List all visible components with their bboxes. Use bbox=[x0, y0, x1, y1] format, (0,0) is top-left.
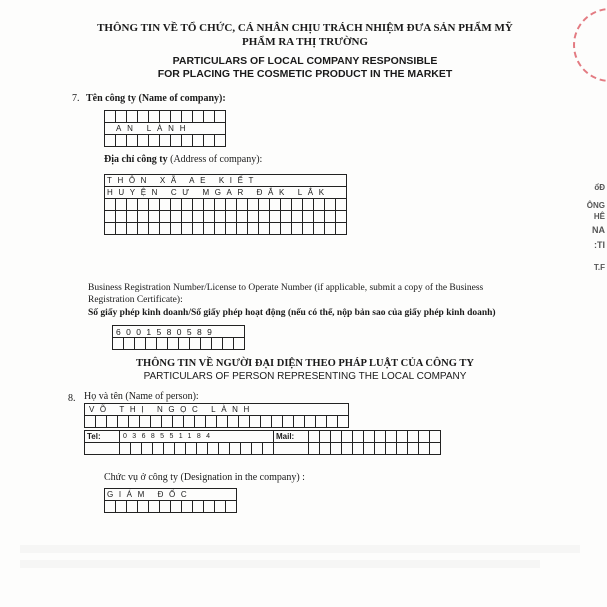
designation-label: Chức vụ ở công ty (Designation in the company) : bbox=[104, 472, 305, 483]
grid-cell bbox=[149, 501, 160, 513]
person-name-boxes bbox=[84, 403, 349, 428]
grid-cell bbox=[160, 199, 171, 211]
address-boxes bbox=[104, 174, 347, 235]
grid-cell bbox=[105, 199, 116, 211]
grid-cell bbox=[327, 416, 338, 428]
grid-cell bbox=[193, 211, 204, 223]
vn-title-line-2: PHẨM RA THỊ TRƯỜNG bbox=[241, 36, 368, 48]
grid-cell bbox=[228, 416, 239, 428]
grid-cell bbox=[294, 416, 305, 428]
grid-cell bbox=[230, 443, 241, 455]
grid-cell bbox=[303, 211, 314, 223]
grid-cell bbox=[138, 199, 149, 211]
grid-cell bbox=[131, 443, 142, 455]
grid-cell bbox=[283, 416, 294, 428]
side-fragment: NA bbox=[592, 225, 605, 235]
grid-cell bbox=[248, 211, 259, 223]
grid-cell bbox=[237, 211, 248, 223]
side-fragment: ổĐ bbox=[594, 183, 605, 192]
vn-title-line-1: THÔNG TIN VỀ TỔ CHỨC, CÁ NHÂN CHỊU TRÁCH NHIỆM ĐƯA SẢN PHẨM MỸ bbox=[97, 22, 513, 34]
grid-cell bbox=[314, 199, 325, 211]
grid-cell bbox=[179, 338, 190, 350]
tel-value: 0368551184 bbox=[120, 431, 274, 443]
grid-cell bbox=[173, 416, 184, 428]
grid-cell bbox=[116, 135, 127, 147]
grid-cell bbox=[226, 501, 237, 513]
designation-boxes bbox=[104, 488, 237, 513]
grid-cell bbox=[208, 443, 219, 455]
grid-cell bbox=[171, 199, 182, 211]
section-8-en-title: PARTICULARS OF PERSON REPRESENTING THE LOCAL COMPANY bbox=[143, 371, 467, 382]
address-label-en: (Address of company): bbox=[170, 154, 263, 165]
grid-cell bbox=[118, 416, 129, 428]
company-name-value: AN LÀNH bbox=[105, 123, 226, 135]
section-8-number: 8. bbox=[68, 393, 76, 404]
grid-cell bbox=[338, 416, 349, 428]
grid-cell bbox=[184, 416, 195, 428]
brn-row bbox=[113, 326, 245, 338]
grid-cell bbox=[182, 135, 193, 147]
mail-cell bbox=[397, 431, 408, 443]
grid-cell bbox=[182, 501, 193, 513]
grid-cell bbox=[320, 443, 331, 455]
grid-cell bbox=[353, 443, 364, 455]
grid-cell bbox=[259, 211, 270, 223]
grid-cell bbox=[129, 416, 140, 428]
grid-cell bbox=[105, 111, 116, 123]
grid-cell bbox=[149, 211, 160, 223]
mail-cell bbox=[320, 431, 331, 443]
contact-row bbox=[85, 431, 441, 443]
grid-cell bbox=[292, 199, 303, 211]
section-7-number: 7. bbox=[72, 93, 80, 104]
grid-cell bbox=[151, 416, 162, 428]
grid-cell bbox=[116, 223, 127, 235]
grid-cell bbox=[375, 443, 386, 455]
grid-cell bbox=[149, 199, 160, 211]
grid-cell bbox=[197, 443, 208, 455]
grid-cell bbox=[303, 223, 314, 235]
grid-cell bbox=[160, 135, 171, 147]
grid-cell bbox=[336, 199, 347, 211]
mail-cell bbox=[408, 431, 419, 443]
grid-cell bbox=[186, 443, 197, 455]
grid-cell bbox=[201, 338, 212, 350]
grid-cell bbox=[195, 416, 206, 428]
grid-cell bbox=[138, 501, 149, 513]
address-row-1 bbox=[105, 175, 347, 187]
mail-cell bbox=[386, 431, 397, 443]
grid-cell bbox=[217, 416, 228, 428]
grid-cell bbox=[281, 211, 292, 223]
red-seal-stamp bbox=[573, 0, 607, 100]
grid-cell bbox=[270, 223, 281, 235]
address-label bbox=[104, 154, 262, 165]
en-title-line-1: PARTICULARS OF LOCAL COMPANY RESPONSIBLE bbox=[172, 55, 438, 67]
grid-cell bbox=[215, 111, 226, 123]
grid-row bbox=[85, 443, 441, 455]
grid-cell bbox=[309, 443, 320, 455]
grid-cell bbox=[171, 111, 182, 123]
address-label-vn: Địa chỉ công ty bbox=[104, 154, 168, 165]
grid-cell bbox=[430, 443, 441, 455]
grid-cell bbox=[190, 338, 201, 350]
grid-cell bbox=[336, 211, 347, 223]
grid-cell bbox=[252, 443, 263, 455]
grid-cell bbox=[336, 223, 347, 235]
grid-cell bbox=[149, 135, 160, 147]
grid-cell bbox=[171, 135, 182, 147]
grid-cell bbox=[331, 443, 342, 455]
grid-cell bbox=[96, 416, 107, 428]
grid-cell bbox=[272, 416, 283, 428]
grid-cell bbox=[146, 338, 157, 350]
grid-cell bbox=[140, 416, 151, 428]
mail-cell bbox=[331, 431, 342, 443]
grid-cell bbox=[168, 338, 179, 350]
grid-row bbox=[113, 338, 245, 350]
grid-cell bbox=[113, 338, 124, 350]
grid-cell bbox=[105, 501, 116, 513]
grid-cell bbox=[325, 211, 336, 223]
faded-bleed-line bbox=[20, 560, 540, 568]
person-name-label: Họ và tên (Name of person): bbox=[84, 391, 199, 402]
brn-value: 6001580589 bbox=[113, 326, 245, 338]
grid-cell bbox=[182, 199, 193, 211]
grid-cell bbox=[223, 338, 234, 350]
mail-label: Mail: bbox=[274, 431, 309, 443]
grid-cell bbox=[127, 135, 138, 147]
grid-cell bbox=[127, 111, 138, 123]
grid-cell bbox=[138, 223, 149, 235]
person-name-value: VÕ THỊ NGỌC LÀNH bbox=[85, 404, 349, 416]
grid-cell bbox=[325, 223, 336, 235]
brn-label-vn: Số giấy phép kinh doanh/Số giấy phép hoạt động (nếu có thể, nộp bản sao của giấy phép kinh doanh) bbox=[88, 308, 496, 318]
grid-cell bbox=[239, 416, 250, 428]
section-8-vn-title: THÔNG TIN VỀ NGƯỜI ĐẠI DIỆN THEO PHÁP LUẬT CỦA CÔNG TY bbox=[136, 358, 474, 369]
grid-cell bbox=[270, 211, 281, 223]
side-fragment: T.F bbox=[593, 263, 605, 272]
grid-cell bbox=[182, 211, 193, 223]
grid-cell bbox=[248, 199, 259, 211]
grid-cell bbox=[160, 111, 171, 123]
grid-cell bbox=[153, 443, 164, 455]
grid-cell bbox=[364, 443, 375, 455]
person-name-row bbox=[85, 404, 349, 416]
tel-label: Tel: bbox=[85, 431, 120, 443]
grid-cell bbox=[171, 223, 182, 235]
grid-cell bbox=[237, 199, 248, 211]
side-fragment: HÊ bbox=[593, 212, 605, 221]
grid-cell bbox=[305, 416, 316, 428]
grid-cell bbox=[204, 135, 215, 147]
grid-cell bbox=[116, 501, 127, 513]
grid-cell bbox=[215, 135, 226, 147]
mail-cell bbox=[364, 431, 375, 443]
grid-cell bbox=[138, 111, 149, 123]
grid-cell bbox=[149, 111, 160, 123]
grid-cell bbox=[175, 443, 186, 455]
grid-cell bbox=[85, 443, 120, 455]
grid-cell bbox=[219, 443, 230, 455]
side-fragment: ÔNG bbox=[586, 201, 605, 210]
grid-cell bbox=[116, 199, 127, 211]
grid-cell bbox=[171, 501, 182, 513]
grid-cell bbox=[397, 443, 408, 455]
contact-boxes bbox=[84, 430, 441, 455]
grid-cell bbox=[342, 443, 353, 455]
brn-boxes bbox=[112, 325, 245, 350]
grid-cell bbox=[325, 199, 336, 211]
designation-row bbox=[105, 489, 237, 501]
grid-cell bbox=[386, 443, 397, 455]
grid-cell bbox=[237, 223, 248, 235]
grid-cell bbox=[105, 223, 116, 235]
grid-cell bbox=[162, 416, 173, 428]
designation-value: GIÁM ĐỐC bbox=[105, 489, 237, 501]
grid-cell bbox=[193, 111, 204, 123]
address-row-2 bbox=[105, 187, 347, 199]
grid-cell bbox=[226, 223, 237, 235]
grid-row bbox=[105, 135, 226, 147]
seal-ring-icon bbox=[573, 8, 607, 82]
faded-bleed-line bbox=[20, 545, 580, 553]
grid-cell bbox=[316, 416, 327, 428]
grid-cell bbox=[241, 443, 252, 455]
grid-cell bbox=[226, 211, 237, 223]
grid-cell bbox=[120, 443, 131, 455]
grid-cell bbox=[149, 223, 160, 235]
grid-cell bbox=[105, 211, 116, 223]
grid-cell bbox=[124, 338, 135, 350]
grid-cell bbox=[204, 211, 215, 223]
side-fragment: :TI bbox=[594, 240, 605, 250]
grid-cell bbox=[142, 443, 153, 455]
grid-cell bbox=[138, 135, 149, 147]
grid-cell bbox=[182, 111, 193, 123]
grid-row bbox=[85, 416, 349, 428]
mail-cell bbox=[419, 431, 430, 443]
grid-cell bbox=[281, 199, 292, 211]
grid-cell bbox=[226, 199, 237, 211]
grid-cell bbox=[116, 211, 127, 223]
grid-row bbox=[105, 501, 237, 513]
grid-cell bbox=[270, 199, 281, 211]
grid-cell bbox=[215, 501, 226, 513]
grid-cell bbox=[250, 416, 261, 428]
grid-row bbox=[105, 111, 226, 123]
grid-cell bbox=[204, 223, 215, 235]
grid-cell bbox=[248, 223, 259, 235]
grid-cell bbox=[215, 223, 226, 235]
grid-cell bbox=[292, 223, 303, 235]
mail-cell bbox=[309, 431, 320, 443]
grid-cell bbox=[127, 223, 138, 235]
grid-cell bbox=[157, 338, 168, 350]
grid-cell bbox=[171, 211, 182, 223]
grid-cell bbox=[138, 211, 149, 223]
brn-label-en-2: Registration Certificate): bbox=[88, 295, 183, 305]
grid-cell bbox=[274, 443, 309, 455]
grid-cell bbox=[193, 501, 204, 513]
grid-cell bbox=[127, 199, 138, 211]
mail-cell bbox=[430, 431, 441, 443]
grid-row bbox=[105, 223, 347, 235]
grid-cell bbox=[263, 443, 274, 455]
mail-cell bbox=[375, 431, 386, 443]
grid-cell bbox=[105, 135, 116, 147]
grid-cell bbox=[160, 223, 171, 235]
grid-cell bbox=[408, 443, 419, 455]
grid-cell bbox=[193, 135, 204, 147]
address-line-1: THÔN XÃ AE KIẾT bbox=[105, 175, 347, 187]
grid-cell bbox=[193, 223, 204, 235]
grid-cell bbox=[182, 223, 193, 235]
brn-label-en-1: Business Registration Number/License to Operate Number (if applicable, submit a copy of the Business bbox=[88, 283, 484, 293]
grid-cell bbox=[215, 211, 226, 223]
grid-cell bbox=[259, 223, 270, 235]
grid-cell bbox=[215, 199, 226, 211]
grid-cell bbox=[204, 501, 215, 513]
grid-cell bbox=[281, 223, 292, 235]
grid-cell bbox=[164, 443, 175, 455]
grid-cell bbox=[206, 416, 217, 428]
en-title-line-2: FOR PLACING THE COSMETIC PRODUCT IN THE MARKET bbox=[157, 68, 453, 80]
mail-cell bbox=[353, 431, 364, 443]
address-line-2: HUYỆN CƯ MGAR ĐẮK LẮK bbox=[105, 187, 347, 199]
grid-cell bbox=[234, 338, 245, 350]
company-name-row bbox=[105, 123, 226, 135]
grid-row bbox=[105, 211, 347, 223]
grid-cell bbox=[160, 501, 171, 513]
grid-cell bbox=[314, 223, 325, 235]
grid-cell bbox=[160, 211, 171, 223]
grid-cell bbox=[261, 416, 272, 428]
company-name-boxes bbox=[104, 110, 226, 147]
grid-cell bbox=[116, 111, 127, 123]
grid-cell bbox=[127, 501, 138, 513]
mail-cell bbox=[342, 431, 353, 443]
company-name-label: Tên công ty (Name of company): bbox=[86, 93, 226, 104]
grid-row bbox=[105, 199, 347, 211]
grid-cell bbox=[85, 416, 96, 428]
grid-cell bbox=[193, 199, 204, 211]
grid-cell bbox=[204, 199, 215, 211]
grid-cell bbox=[212, 338, 223, 350]
grid-cell bbox=[292, 211, 303, 223]
grid-cell bbox=[314, 211, 325, 223]
grid-cell bbox=[204, 111, 215, 123]
grid-cell bbox=[419, 443, 430, 455]
grid-cell bbox=[127, 211, 138, 223]
grid-cell bbox=[107, 416, 118, 428]
grid-cell bbox=[259, 199, 270, 211]
grid-cell bbox=[303, 199, 314, 211]
grid-cell bbox=[135, 338, 146, 350]
